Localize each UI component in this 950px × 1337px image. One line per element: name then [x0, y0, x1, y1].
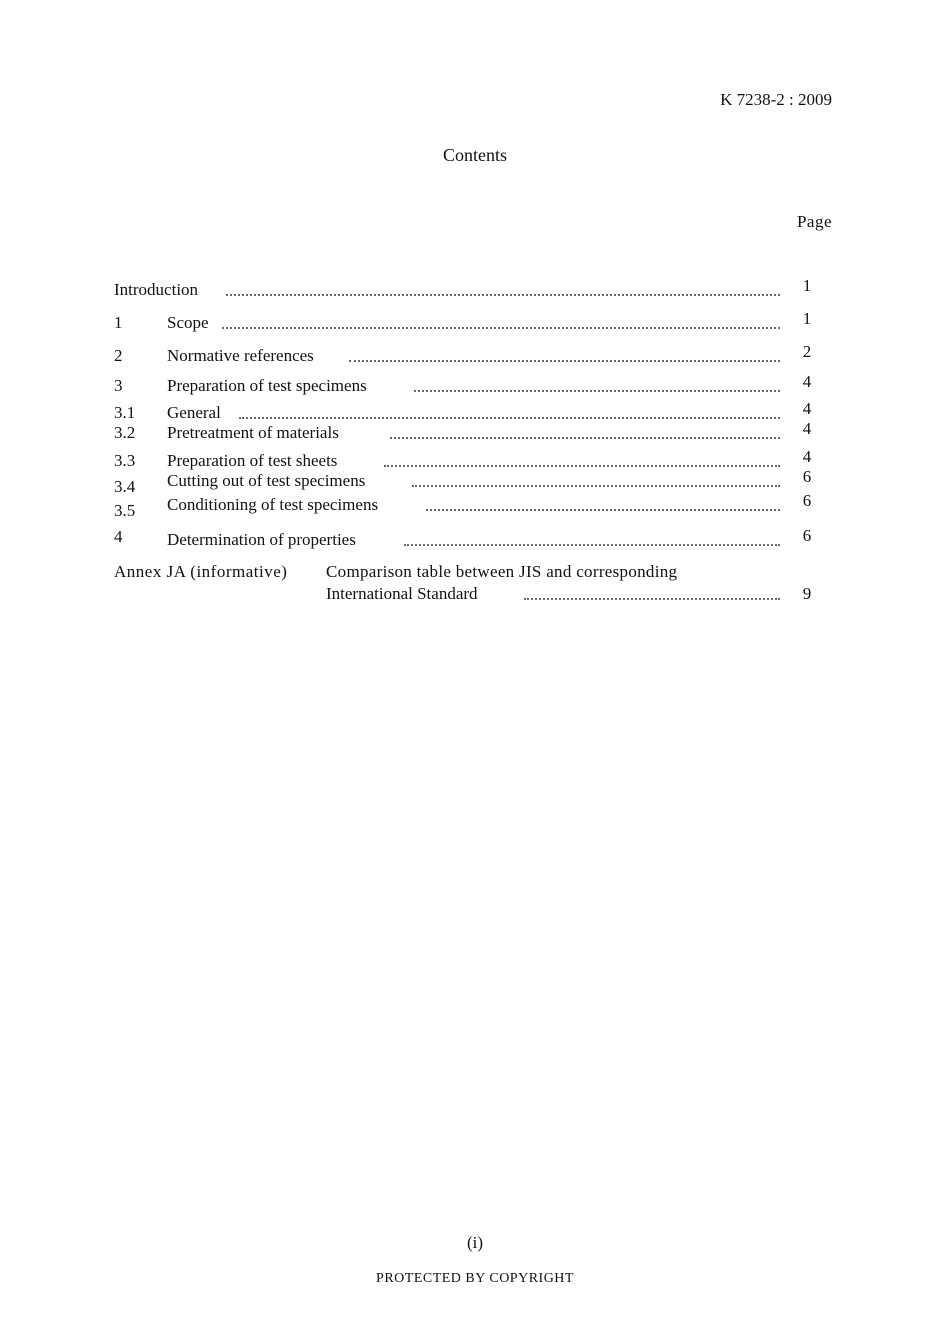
annex-label: Annex JA (informative)	[114, 562, 288, 581]
toc-entry-normative-references[interactable]	[114, 342, 814, 368]
toc-entry-preparation-of-test-specimens[interactable]	[114, 372, 814, 398]
toc-entry-pretreatment-of-materials[interactable]	[114, 419, 814, 445]
toc-entry-page: 4	[802, 372, 812, 391]
dot-leader	[414, 388, 780, 392]
toc-entry-conditioning-of-test-specimens[interactable]	[114, 491, 814, 520]
dot-leader	[412, 483, 780, 487]
annex-page: 9	[802, 584, 812, 603]
toc-entry-scope[interactable]	[114, 309, 814, 335]
toc-entry-title: Normative references	[167, 346, 318, 366]
dot-leader	[404, 542, 780, 546]
toc-entry-number: 3.1	[114, 403, 136, 422]
toc-entry-general[interactable]	[114, 399, 814, 425]
dot-leader	[349, 358, 780, 362]
toc-entry-page: 4	[802, 447, 812, 466]
toc-entry-page: 4	[802, 419, 812, 438]
page-title: Contents	[442, 145, 507, 165]
dot-leader	[524, 596, 780, 600]
annex-title-line-1: Comparison table between JIS and corresponding	[326, 562, 678, 581]
dot-leader	[222, 325, 780, 329]
toc-entry-page: 2	[802, 342, 812, 361]
toc-entry-title: Scope	[167, 313, 213, 333]
toc-entry-number: 3.3	[114, 451, 136, 470]
toc-entry-number: 3.4	[114, 477, 136, 496]
toc-entry-title: Preparation of test sheets	[167, 451, 341, 471]
toc-entry-title: General	[167, 403, 225, 423]
toc-entry-number: 3.2	[114, 423, 136, 442]
document-id: K 7238-2 : 2009	[720, 90, 832, 109]
toc-entry-page: 4	[802, 399, 812, 418]
toc-entry-number: 1	[114, 313, 123, 332]
toc-entry-title: Preparation of test specimens	[167, 376, 371, 396]
toc-entry-title: Conditioning of test specimens	[167, 495, 382, 515]
toc-entry-title: Cutting out of test specimens	[167, 471, 369, 491]
copyright-notice: PROTECTED BY COPYRIGHT	[376, 1271, 574, 1286]
page-column-label: Page	[796, 212, 832, 231]
toc-entry-title: Introduction	[114, 280, 202, 300]
toc-entry-preparation-of-test-sheets[interactable]	[114, 447, 814, 473]
toc-entry-title: Pretreatment of materials	[167, 423, 343, 443]
footer-page-number: (i)	[466, 1233, 484, 1252]
dot-leader	[239, 415, 780, 419]
toc-entry-introduction[interactable]	[114, 276, 814, 302]
toc-entry-page: 6	[802, 467, 812, 486]
toc-entry-title: Determination of properties	[167, 530, 360, 550]
annex-title-line-2: International Standard	[326, 584, 482, 604]
toc-entry-page: 6	[802, 526, 812, 545]
dot-leader	[426, 507, 780, 511]
toc-entry-cutting-out-of-test-specimens[interactable]	[114, 467, 814, 496]
toc-entry-number: 4	[114, 527, 123, 546]
dot-leader	[384, 463, 780, 467]
toc-entry-determination-of-properties[interactable]	[114, 526, 814, 552]
dot-leader	[390, 435, 780, 439]
toc-entry-page: 1	[802, 309, 812, 328]
toc-entry-page: 6	[802, 491, 812, 510]
toc-entry-number: 2	[114, 346, 123, 365]
toc-entry-page: 1	[802, 276, 812, 295]
dot-leader	[226, 292, 780, 296]
toc-entry-number: 3.5	[114, 501, 136, 520]
toc-entry-number: 3	[114, 376, 123, 395]
